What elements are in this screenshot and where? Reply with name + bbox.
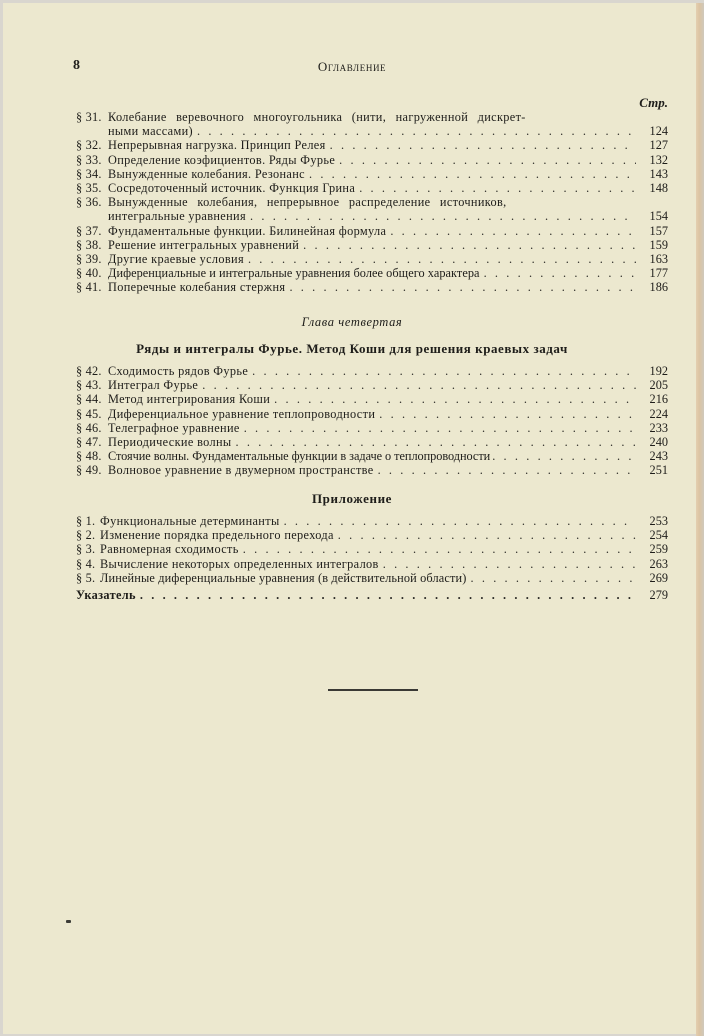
entry-page: 163 bbox=[649, 251, 668, 266]
section-number: § 1. bbox=[76, 514, 96, 528]
toc-entry bbox=[76, 571, 668, 585]
section-number: § 4. bbox=[76, 556, 96, 571]
toc-entry bbox=[76, 463, 668, 477]
print-speck bbox=[66, 920, 71, 923]
dot-leader bbox=[339, 153, 636, 167]
entry-title: Периодические волны bbox=[108, 434, 232, 449]
entry-page: 192 bbox=[649, 364, 668, 378]
toc-part-1 bbox=[76, 110, 668, 294]
dot-leader bbox=[202, 378, 636, 392]
entry-page: 143 bbox=[649, 166, 668, 181]
entry-page: 224 bbox=[649, 406, 668, 421]
dot-leader bbox=[309, 167, 636, 181]
dot-leader bbox=[303, 238, 636, 252]
entry-page: 269 bbox=[649, 570, 668, 585]
entry-title: Равномерная сходимость bbox=[100, 542, 239, 557]
section-number: § 35. bbox=[76, 180, 102, 195]
entry-title: Диференциальное уравнение теплопроводности bbox=[108, 406, 376, 421]
section-number: § 31. bbox=[76, 110, 102, 124]
toc-entry bbox=[76, 392, 668, 406]
section-number: § 2. bbox=[76, 528, 96, 543]
section-number: § 41. bbox=[76, 280, 102, 295]
toc-entry-continuation bbox=[76, 124, 668, 138]
dot-leader bbox=[471, 571, 636, 585]
entry-page: 251 bbox=[649, 463, 668, 478]
dot-leader bbox=[378, 463, 636, 477]
entry-page: 157 bbox=[649, 223, 668, 238]
entry-title: Другие краевые условия bbox=[108, 251, 244, 266]
section-number: § 33. bbox=[76, 152, 102, 167]
dot-leader bbox=[236, 435, 636, 449]
entry-page: 259 bbox=[649, 542, 668, 557]
end-divider-rule bbox=[328, 689, 418, 691]
toc-entry-index bbox=[76, 588, 668, 602]
dot-leader bbox=[359, 181, 636, 195]
entry-title: Вынужденные колебания. Резонанс bbox=[108, 166, 305, 181]
entry-title: Диференциальные и интегральные уравнения более общего характера bbox=[108, 266, 480, 281]
toc-entry bbox=[76, 407, 668, 421]
toc-entry bbox=[76, 514, 668, 528]
dot-leader bbox=[379, 407, 636, 421]
toc-entry bbox=[76, 280, 668, 294]
entry-title: Фундаментальные функции. Билинейная формула bbox=[108, 223, 387, 238]
entry-title: Непрерывная нагрузка. Принцип Релея bbox=[108, 138, 326, 153]
section-number: § 47. bbox=[76, 434, 102, 449]
page-edge bbox=[696, 3, 704, 1036]
entry-title: Метод интегрирования Коши bbox=[108, 392, 271, 407]
dot-leader bbox=[250, 209, 636, 223]
entry-page: 154 bbox=[649, 209, 668, 224]
entry-title: Вынужденные колебания, непрерывное распределение источников, bbox=[108, 195, 507, 210]
entry-title: Сосредоточенный источник. Функция Грина bbox=[108, 180, 356, 195]
chapter-title: Ряды и интегралы Фурье. Метод Коши для решения краевых задач bbox=[136, 341, 568, 356]
entry-title: Колебание веревочного многоугольника (нити, нагруженной дискрет- bbox=[108, 110, 526, 124]
dot-leader bbox=[492, 449, 638, 463]
section-number: § 44. bbox=[76, 392, 102, 407]
toc-entry bbox=[76, 153, 668, 167]
dot-leader bbox=[244, 421, 636, 435]
section-number: § 49. bbox=[76, 463, 102, 478]
toc-entry bbox=[76, 195, 668, 209]
section-number: § 3. bbox=[76, 542, 96, 557]
entry-page: 124 bbox=[649, 124, 668, 139]
toc-entry bbox=[76, 252, 668, 266]
toc-entry bbox=[76, 266, 668, 280]
entry-page: 279 bbox=[649, 587, 668, 602]
entry-title: Указатель bbox=[76, 587, 136, 602]
entry-page: 243 bbox=[649, 449, 668, 464]
entry-title: Вычисление некоторых определенных интегралов bbox=[100, 556, 379, 571]
section-number: § 40. bbox=[76, 266, 102, 281]
dot-leader bbox=[197, 124, 636, 138]
section-number: § 45. bbox=[76, 406, 102, 421]
dot-leader bbox=[274, 392, 636, 406]
section-number: § 34. bbox=[76, 166, 102, 181]
entry-page: 186 bbox=[649, 280, 668, 295]
entry-title: ными массами) bbox=[108, 124, 193, 139]
toc-part-2 bbox=[76, 364, 668, 478]
toc-entry bbox=[76, 167, 668, 181]
section-number: § 43. bbox=[76, 378, 102, 393]
running-title: Оглавление bbox=[317, 59, 387, 74]
dot-leader bbox=[289, 280, 636, 294]
entry-page: 233 bbox=[649, 420, 668, 435]
entry-page: 254 bbox=[649, 528, 668, 543]
entry-title: Изменение порядка предельного перехода bbox=[100, 528, 334, 543]
entry-page: 263 bbox=[649, 556, 668, 571]
dot-leader bbox=[484, 266, 636, 280]
entry-title: Поперечные колебания стержня bbox=[108, 280, 286, 295]
entry-title: Волновое уравнение в двумерном пространстве bbox=[108, 463, 374, 478]
dot-leader bbox=[243, 542, 636, 556]
appendix-title: Приложение bbox=[311, 491, 393, 506]
dot-leader bbox=[330, 138, 636, 152]
dot-leader bbox=[248, 252, 636, 266]
dot-leader bbox=[383, 557, 636, 571]
entry-title: Телеграфное уравнение bbox=[108, 420, 240, 435]
toc-entry bbox=[76, 435, 668, 449]
entry-title: Линейные диференциальные уравнения (в действительной области) bbox=[100, 570, 467, 585]
toc-entry bbox=[76, 449, 668, 463]
entry-page: 216 bbox=[649, 392, 668, 407]
entry-title: интегральные уравнения bbox=[108, 209, 246, 224]
entry-title: Интеграл Фурье bbox=[108, 378, 199, 393]
toc-entry bbox=[76, 557, 668, 571]
entry-page: 205 bbox=[649, 378, 668, 393]
dot-leader bbox=[338, 528, 636, 542]
section-number: § 39. bbox=[76, 251, 102, 266]
entry-title: Определение коэфициентов. Ряды Фурье bbox=[108, 152, 336, 167]
entry-title: Стоячие волны. Фундаментальные функции в задаче о теплопроводности bbox=[108, 449, 491, 464]
toc-entry bbox=[76, 528, 668, 542]
entry-title: Функциональные детерминанты bbox=[100, 514, 280, 528]
dot-leader bbox=[140, 588, 636, 602]
section-number: § 36. bbox=[76, 195, 102, 210]
entry-title: Решение интегральных уравнений bbox=[108, 237, 300, 252]
section-number: § 38. bbox=[76, 237, 102, 252]
entry-page: 253 bbox=[649, 514, 668, 528]
section-number: § 46. bbox=[76, 420, 102, 435]
entry-page: 177 bbox=[649, 266, 668, 281]
dot-leader bbox=[390, 224, 636, 238]
toc-entry bbox=[76, 224, 668, 238]
toc-entry bbox=[76, 181, 668, 195]
entry-page: 127 bbox=[649, 138, 668, 153]
section-number: § 48. bbox=[76, 449, 102, 464]
toc-entry bbox=[76, 378, 668, 392]
toc-entry bbox=[76, 364, 668, 378]
chapter-label: Глава четвертая bbox=[301, 315, 403, 329]
section-number: § 42. bbox=[76, 364, 102, 378]
dot-leader bbox=[252, 364, 636, 378]
section-number: § 32. bbox=[76, 138, 102, 153]
dot-leader bbox=[284, 514, 636, 528]
toc-entry bbox=[76, 542, 668, 556]
toc-entry bbox=[76, 110, 668, 124]
section-number: § 5. bbox=[76, 570, 96, 585]
toc-entry-continuation bbox=[76, 209, 668, 223]
toc-appendix bbox=[76, 514, 668, 602]
page-column-label: Стр. bbox=[639, 95, 668, 110]
entry-page: 132 bbox=[649, 152, 668, 167]
toc-entry bbox=[76, 138, 668, 152]
page-number: 8 bbox=[73, 58, 80, 73]
toc-entry bbox=[76, 421, 668, 435]
section-number: § 37. bbox=[76, 223, 102, 238]
entry-page: 159 bbox=[649, 237, 668, 252]
entry-page: 240 bbox=[649, 434, 668, 449]
entry-title: Сходимость рядов Фурье bbox=[108, 364, 249, 378]
entry-page: 148 bbox=[649, 180, 668, 195]
toc-entry bbox=[76, 238, 668, 252]
